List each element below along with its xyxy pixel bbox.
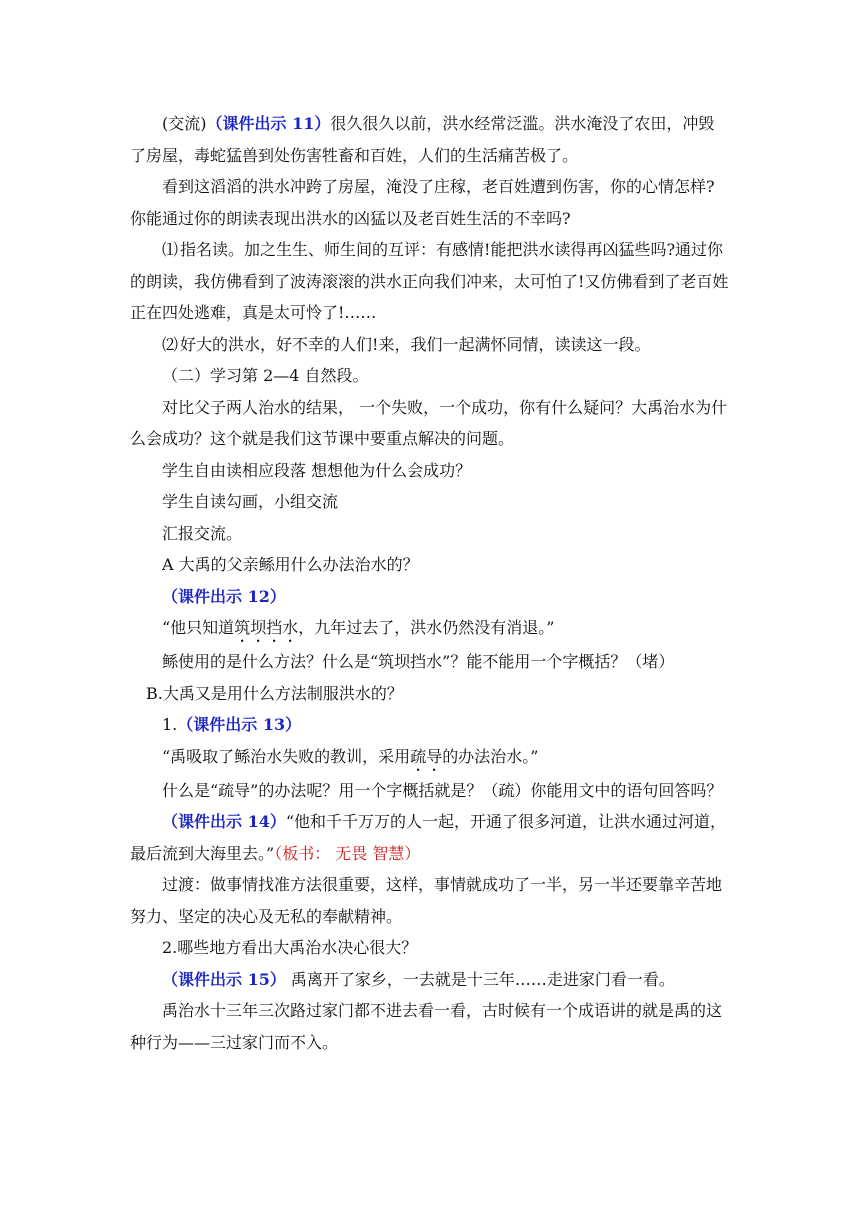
paragraph-8: 学生自读勾画，小组交流 — [162, 492, 339, 511]
paragraph-4 — [130, 329, 730, 361]
courseware-ref-15: （课件出示 15） — [162, 969, 286, 989]
document-page — [130, 108, 730, 1058]
emphasized-phrase-dam: 筑坝挡水 — [234, 618, 299, 637]
paragraph-1 — [130, 108, 730, 171]
paragraph-22: 禹治水十三年三次路过家门都不进去看一看，古时候有一个成语讲的就是禹的这种行为——三过家门而不入。 — [130, 1001, 723, 1052]
quote-2-start: “禹吸取了鲧治水失败的教训，采用 — [162, 746, 411, 766]
paragraph-3 — [130, 234, 730, 329]
item-number-1: ⑴ — [162, 240, 179, 259]
quote-2 — [130, 741, 730, 775]
paragraph-13: 鲧使用的是什么方法？什么是“筑坝挡水”？能不能用一个字概括？（堵） — [162, 652, 675, 671]
question-b: B.大禹又是用什么方法制服洪水的？ — [146, 683, 403, 703]
paragraph-2: 看到这滔滔的洪水冲跨了房屋，淹没了庄稼，老百姓遭到伤害，你的心情怎样?你能通过你的朗读表现出洪水的凶猛以及老百姓生活的不幸吗? — [130, 177, 715, 228]
quote-1 — [130, 612, 730, 646]
quote-1-end: ，九年过去了，洪水仍然没有消退。” — [298, 618, 555, 637]
transition-paragraph: 过渡：做事情找准方法很重要，这样，事情就成功了一半，另一半还要靠辛苦地努力、坚定的决心及无私的奉献精神。 — [130, 875, 723, 926]
courseware-ref-11: （课件出示 11） — [206, 114, 331, 133]
paragraph-4-text: 好大的洪水，好不幸的人们!来，我们一起满怀同情，读读这一段。 — [180, 334, 651, 354]
courseware-ref-14: （课件出示 14） — [162, 812, 286, 831]
paragraph-17: 什么是“疏导”的办法呢？用一个字概括就是？（疏）你能用文中的语句回答吗？ — [162, 780, 723, 800]
quote-2-end: 的办法治水。” — [442, 746, 539, 766]
paragraph-21-text: 禹离开了家乡，一去就是十三年……走进家门看一看。 — [285, 969, 675, 989]
section-heading: （二）学习第 2—4 自然段。 — [162, 366, 369, 385]
question-2: 2.哪些地方看出大禹治水决心很大？ — [162, 938, 418, 957]
exchange-label: (交流) — [162, 114, 207, 133]
quote-1-start: “他只知道 — [162, 618, 235, 637]
paragraph-21 — [130, 964, 730, 996]
paragraph-18 — [130, 806, 730, 869]
paragraph-9: 汇报交流。 — [162, 523, 243, 543]
item-number-list-1: 1. — [162, 715, 178, 734]
paragraph-6: 对比父子两人治水的结果， 一个失败，一个成功，你有什么疑问？大禹治水为什么会成功？这个就是我们这节课中要重点解决的问题。 — [130, 397, 728, 448]
paragraph-7: 学生自由读相应段落 想想他为什么会成功？ — [162, 460, 472, 480]
emphasized-phrase-dredge: 疏导 — [410, 746, 443, 766]
paragraph-15 — [130, 709, 730, 741]
blackboard-note: （板书： 无畏 智慧） — [274, 843, 421, 863]
quote-3: “他和千千万万的人一起，开通了很多河道，让洪水通过河道，最后流到大海里去。” — [130, 812, 727, 863]
paragraph-3-text: 指名读。加之生生、师生间的互评：有感情!能把洪水读得再凶猛些吗?通过你的朗读，我仿佛看到了波涛滚滚的洪水正向我们冲来，太可怕了!又仿佛看到了老百姓正在四处逃难，真是太可怜了!…… — [130, 240, 729, 322]
item-number-2: ⑵ — [162, 334, 179, 354]
courseware-ref-12: （课件出示 12） — [162, 586, 286, 606]
question-a: A 大禹的父亲鲧用什么办法治水的？ — [162, 555, 419, 574]
paragraph-1-text: 很久很久以前，洪水经常泛滥。洪水淹没了农田，冲毁了房屋，毒蛇猛兽到处伤害牲畜和百姓，人们的生活痛苦极了。 — [130, 114, 715, 165]
courseware-ref-13: （课件出示 13） — [177, 715, 302, 734]
